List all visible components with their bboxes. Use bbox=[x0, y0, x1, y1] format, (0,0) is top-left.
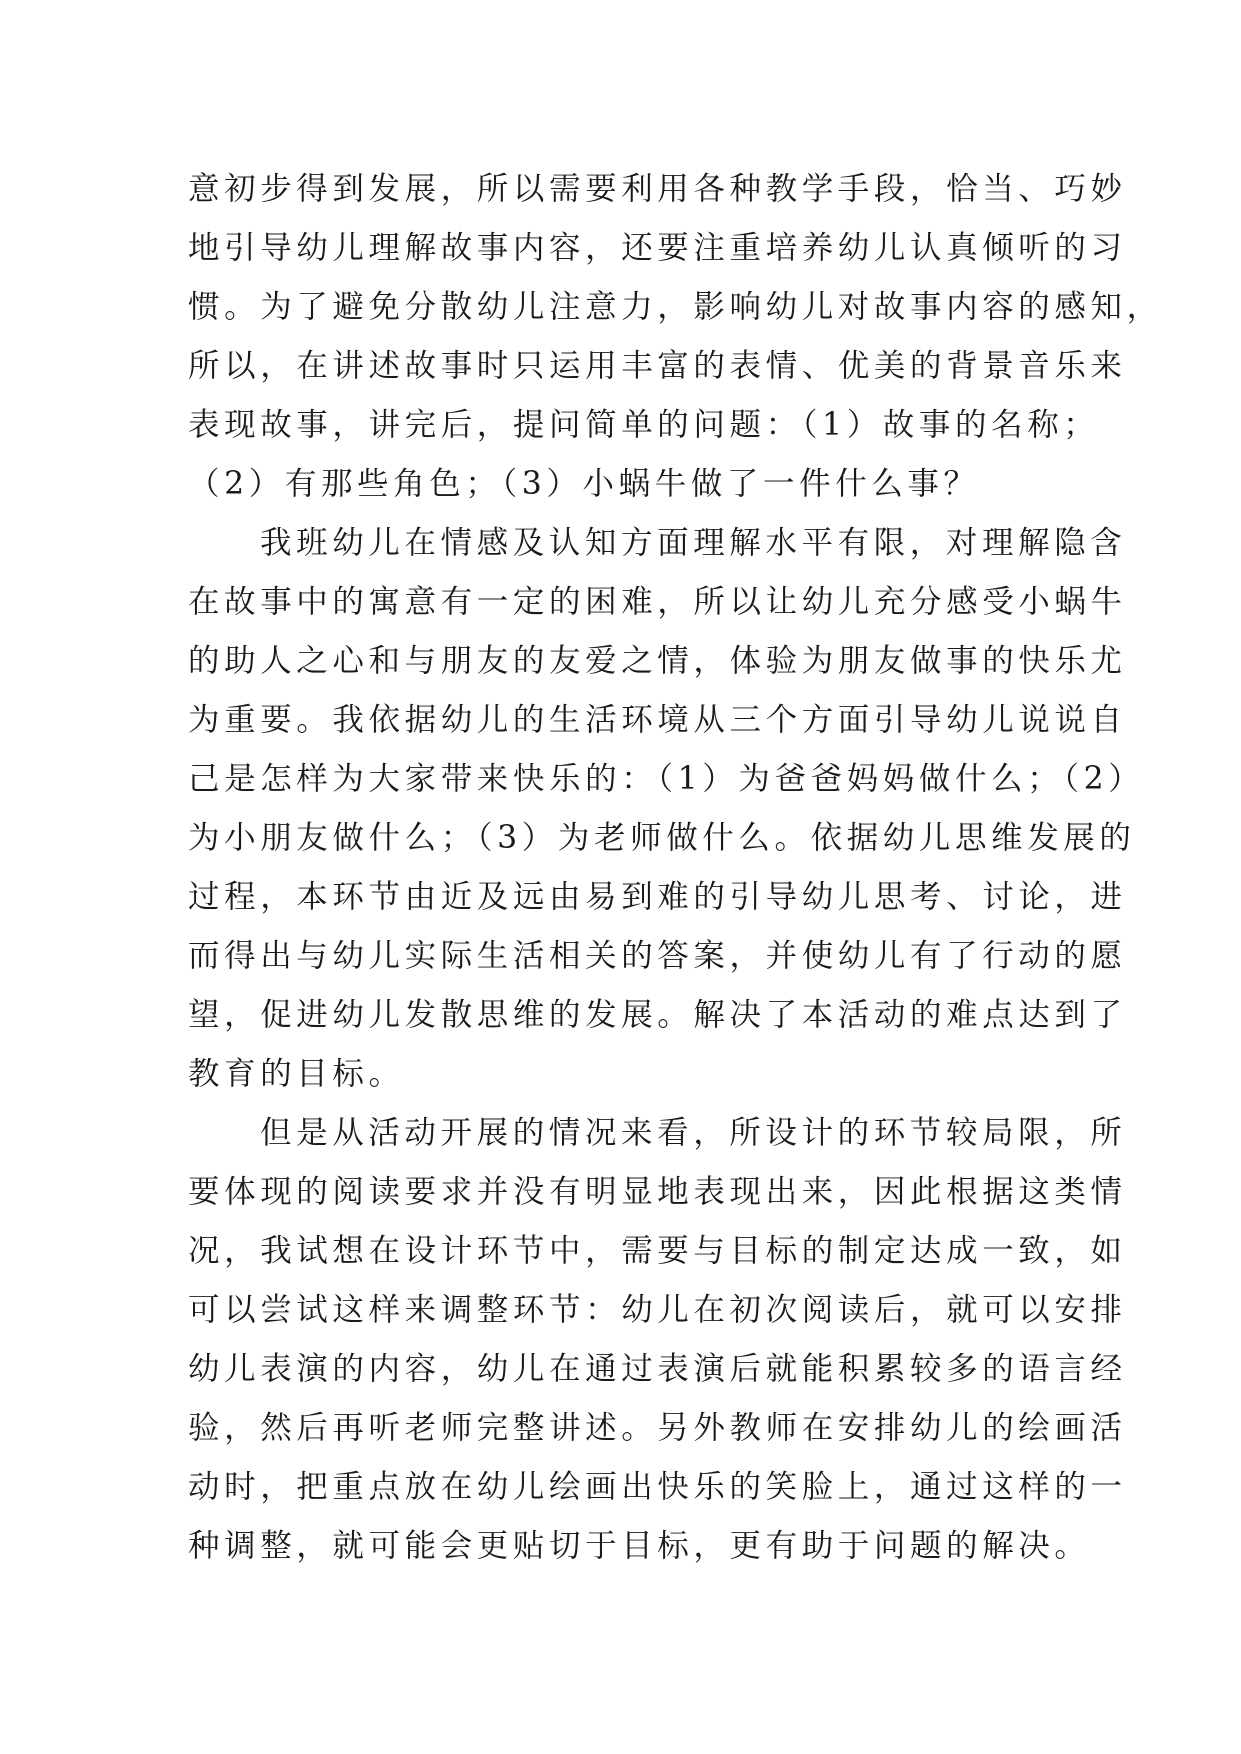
text-line: 惯。为了避免分散幼儿注意力，影响幼儿对故事内容的感知， bbox=[188, 289, 1163, 325]
text-line: 种调整，就可能会更贴切于目标，更有助于问题的解决。 bbox=[188, 1528, 1091, 1564]
text-line: 动时，把重点放在幼儿绘画出快乐的笑脸上，通过这样的一 bbox=[188, 1469, 1127, 1505]
paragraph-first-line: 我班幼儿在情感及认知方面理解水平有限，对理解隐含 bbox=[260, 525, 1127, 561]
text-line: 过程，本环节由近及远由易到难的引导幼儿思考、讨论，进 bbox=[188, 879, 1127, 915]
text-line: 验，然后再听老师完整讲述。另外教师在安排幼儿的绘画活 bbox=[188, 1410, 1127, 1446]
text-line: 地引导幼儿理解故事内容，还要注重培养幼儿认真倾听的习 bbox=[188, 230, 1127, 266]
text-line: （2）有那些角色；（3）小蜗牛做了一件什么事？ bbox=[188, 466, 980, 502]
text-line: 为小朋友做什么；（3）为老师做什么。依据幼儿思维发展的 bbox=[188, 820, 1136, 856]
text-line: 可以尝试这样来调整环节：幼儿在初次阅读后，就可以安排 bbox=[188, 1292, 1127, 1328]
text-line: 要体现的阅读要求并没有明显地表现出来，因此根据这类情 bbox=[188, 1174, 1127, 1210]
text-line: 幼儿表演的内容，幼儿在通过表演后就能积累较多的语言经 bbox=[188, 1351, 1127, 1387]
text-line: 而得出与幼儿实际生活相关的答案，并使幼儿有了行动的愿 bbox=[188, 938, 1127, 974]
text-line: 望，促进幼儿发散思维的发展。解决了本活动的难点达到了 bbox=[188, 997, 1127, 1033]
text-line: 表现故事，讲完后，提问简单的问题：（1）故事的名称； bbox=[188, 407, 1100, 443]
document-body bbox=[188, 160, 1163, 1576]
text-line: 在故事中的寓意有一定的困难，所以让幼儿充分感受小蜗牛 bbox=[188, 584, 1127, 620]
text-line: 所以，在讲述故事时只运用丰富的表情、优美的背景音乐来 bbox=[188, 348, 1127, 384]
text-line: 己是怎样为大家带来快乐的：（1）为爸爸妈妈做什么；（2） bbox=[188, 761, 1145, 797]
text-line: 的助人之心和与朋友的友爱之情，体验为朋友做事的快乐尤 bbox=[188, 643, 1127, 679]
text-line: 况，我试想在设计环节中，需要与目标的制定达成一致，如 bbox=[188, 1233, 1127, 1269]
text-line: 为重要。我依据幼儿的生活环境从三个方面引导幼儿说说自 bbox=[188, 702, 1127, 738]
text-line: 教育的目标。 bbox=[188, 1056, 405, 1092]
paragraph-first-line: 但是从活动开展的情况来看，所设计的环节较局限，所 bbox=[260, 1115, 1127, 1151]
text-line: 意初步得到发展，所以需要利用各种教学手段，恰当、巧妙 bbox=[188, 171, 1127, 207]
